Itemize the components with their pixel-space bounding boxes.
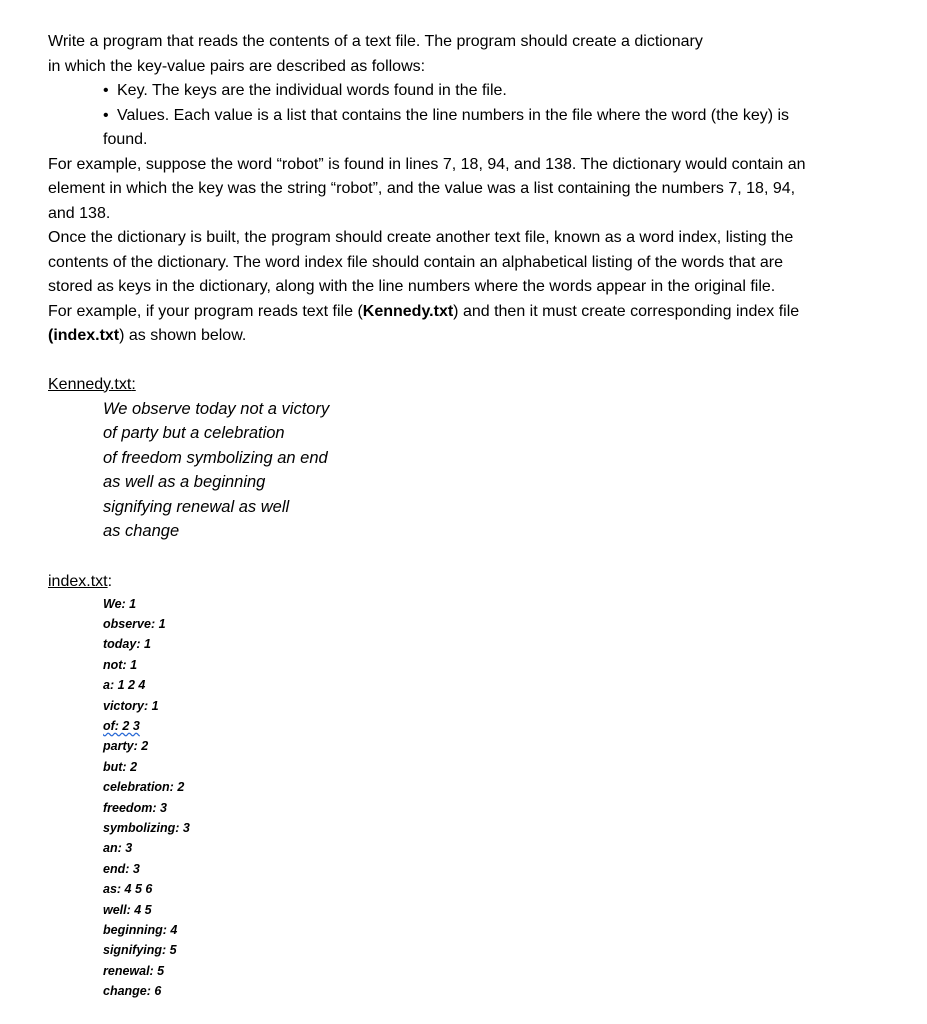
- intro-line-1: Write a program that reads the contents of a text file. The program should create a dictionary: [48, 33, 703, 50]
- key-value-bullets: [48, 79, 878, 153]
- index-desc-line-1: Once the dictionary is built, the program should create another text file, known as a word index, listing the: [48, 229, 794, 246]
- index-entry: an: 3: [103, 841, 133, 856]
- spacer: [48, 544, 878, 570]
- index-colon: :: [107, 572, 113, 590]
- bullet-key-text: Key. The keys are the individual words found in the file.: [117, 82, 507, 99]
- index-entry: change: 6: [103, 984, 162, 999]
- example-line-1: For example, suppose the word “robot” is found in lines 7, 18, 94, and 138. The dictionary would contain an: [48, 155, 806, 173]
- index-desc-line-5-post: ) as shown below.: [119, 327, 247, 344]
- kennedy-line: signifying renewal as well: [103, 497, 290, 516]
- kennedy-line: as well as a beginning: [103, 473, 266, 491]
- kennedy-colon: :: [131, 375, 136, 393]
- index-entry: well: 4 5: [103, 902, 152, 917]
- index-desc-line-4-pre: For example, if your program reads text file (: [48, 302, 363, 320]
- intro-line-2: in which the key-value pairs are described as follows:: [48, 57, 426, 75]
- bullet-dot-icon: •: [103, 82, 109, 99]
- index-entry: party: 2: [103, 739, 149, 754]
- kennedy-filename: Kennedy.txt: [48, 375, 132, 393]
- document-page: [48, 30, 878, 1002]
- kennedy-text: [48, 397, 878, 544]
- index-entry: a: 1 2 4: [103, 678, 146, 693]
- index-entries: [48, 594, 878, 1002]
- index-entry: renewal: 5: [103, 963, 165, 978]
- index-description-paragraph: [48, 226, 878, 349]
- index-entry: freedom: 3: [103, 800, 167, 815]
- index-desc-line-3: stored as keys in the dictionary, along with the line numbers where the words appear in the original file.: [48, 278, 776, 295]
- bullet-values: [48, 104, 878, 153]
- index-desc-line-4-post: ) and then it must create corresponding index file: [453, 302, 800, 320]
- index-filename: index.txt: [48, 572, 108, 590]
- index-desc-kennedy-filename: Kennedy.txt: [362, 302, 454, 320]
- bullet-key: [48, 79, 878, 104]
- bullet-dot-icon: •: [103, 106, 109, 124]
- index-entry: We: 1: [103, 596, 137, 611]
- intro-paragraph: [48, 30, 878, 79]
- example-line-2: element in which the key was the string “robot”, and the value was a list containing the numbers 7, 18, 94,: [48, 180, 796, 197]
- index-entry: end: 3: [103, 861, 140, 876]
- index-desc-line-2: contents of the dictionary. The word index file should contain an alphabetical listing of the words that are: [48, 253, 783, 271]
- index-desc-index-filename: (index.txt: [48, 327, 120, 344]
- example-line-3: and 138.: [48, 204, 111, 222]
- kennedy-line: We observe today not a victory: [103, 399, 330, 418]
- index-entry: but: 2: [103, 759, 138, 774]
- kennedy-line: of party but a celebration: [103, 424, 285, 442]
- index-entry: signifying: 5: [103, 943, 177, 958]
- index-entry: celebration: 2: [103, 780, 185, 795]
- kennedy-line: as change: [103, 522, 180, 540]
- bullet-values-text-1: Values. Each value is a list that contains the line numbers in the file where the word (the key) is: [117, 106, 790, 124]
- kennedy-line: of freedom symbolizing an end: [103, 448, 328, 467]
- spacer: [48, 349, 878, 373]
- index-entry: today: 1: [103, 637, 151, 652]
- bullet-values-text-2: found.: [103, 131, 148, 148]
- index-label: [48, 570, 878, 594]
- kennedy-label: [48, 373, 878, 397]
- index-entry-of: of: 2 3: [103, 718, 140, 733]
- index-entry: victory: 1: [103, 698, 159, 713]
- index-entry: as: 4 5 6: [103, 882, 153, 897]
- index-entry: [103, 716, 878, 736]
- index-entry: beginning: 4: [103, 923, 178, 937]
- index-entry: not: 1: [103, 657, 138, 672]
- index-entry: symbolizing: 3: [103, 820, 190, 835]
- index-entry: observe: 1: [103, 616, 166, 631]
- example-paragraph: [48, 153, 878, 227]
